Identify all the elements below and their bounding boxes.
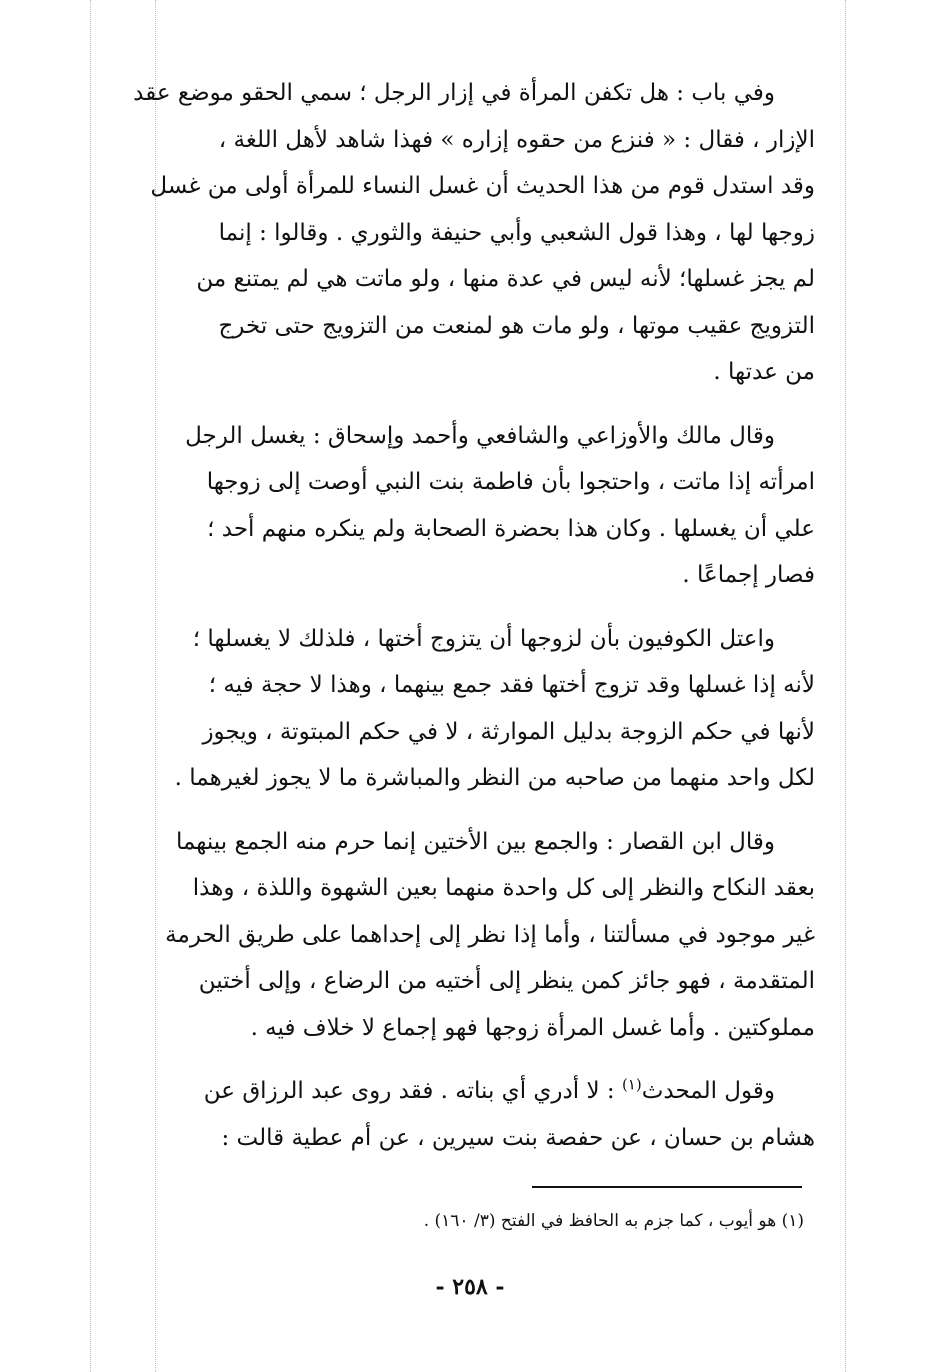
text-line: غير موجود في مسألتنا ، وأما إذا نظر إلى إحداهما على طريق الحرمة	[165, 921, 815, 948]
page-number: - ٢٥٨ -	[435, 1274, 505, 1300]
text-line-start: وقول المحدث	[641, 1078, 775, 1104]
text-line: واعتل الكوفيون بأن لزوجها أن يتزوج أختها ، فلذلك لا يغسلها ؛	[192, 625, 775, 652]
text-line: هشام بن حسان ، عن حفصة بنت سيرين ، عن أم عطية قالت :	[221, 1124, 815, 1151]
text-line: لأنها في حكم الزوجة بدليل الموارثة ، لا في حكم المبتوتة ، ويجوز	[202, 718, 815, 745]
text-line: مملوكتين . وأما غسل المرأة زوجها فهو إجماع لا خلاف فيه .	[250, 1014, 815, 1041]
text-line: بعقد النكاح والنظر إلى كل واحدة منهما بعين الشهوة واللذة ، وهذا	[192, 875, 815, 901]
text-line: امرأته إذا ماتت ، واحتجوا بأن فاطمة بنت النبي أوصت إلى زوجها	[206, 469, 815, 495]
paragraph	[100, 70, 815, 396]
text-line: وفي باب : هل تكفن المرأة في إزار الرجل ؛ سمي الحقو موضع عقد	[133, 80, 775, 106]
scan-guide-line	[90, 0, 91, 1372]
page-body	[100, 70, 815, 1161]
text-line: زوجها لها ، وهذا قول الشعبي وأبي حنيفة والثوري . وقالوا : إنما	[218, 219, 815, 246]
text-line: لكل واحد منهما من صاحبه من النظر والمباشرة ما لا يجوز لغيرهما .	[174, 765, 815, 791]
text-line: المتقدمة ، فهو جائز كمن ينظر إلى أختيه من الرضاع ، وإلى أختين	[198, 968, 815, 994]
text-line: لأنه إذا غسلها وقد تزوج أختها فقد جمع بينهما ، وهذا لا حجة فيه ؛	[208, 672, 815, 698]
text-line: وقال مالك والأوزاعي والشافعي وأحمد وإسحاق : يغسل الرجل	[185, 422, 775, 449]
text-line: من عدتها .	[713, 359, 815, 385]
text-line: فصار إجماعًا .	[682, 562, 815, 588]
paragraph	[100, 1068, 815, 1161]
text-line: التزويج عقيب موتها ، ولو مات هو لمنعت من التزويج حتى تخرج	[218, 312, 815, 339]
paragraph	[100, 616, 815, 802]
footnote: (١) هو أيوب ، كما جزم به الحافظ في الفتح (٣/ ١٦٠) .	[423, 1211, 804, 1231]
text-line-end: : لا أدري أي بناته . فقد روى عبد الرزاق عن	[203, 1078, 622, 1104]
text-line: الإزار ، فقال : « فنزع من حقوه إزاره » فهذا شاهد لأهل اللغة ،	[218, 126, 815, 153]
scan-guide-line	[845, 0, 846, 1372]
text-line: وقال ابن القصار : والجمع بين الأختين إنما حرم منه الجمع بينهما	[175, 828, 775, 855]
footnote-reference[interactable]: (١)	[621, 1075, 642, 1094]
text-line: علي أن يغسلها . وكان هذا بحضرة الصحابة ولم ينكره منهم أحد ؛	[207, 515, 815, 542]
paragraph	[100, 819, 815, 1052]
footnote-divider	[532, 1186, 802, 1188]
text-line: وقد استدل قوم من هذا الحديث أن غسل النساء للمرأة أولى من غسل	[150, 173, 815, 199]
paragraph	[100, 413, 815, 599]
text-line: لم يجز غسلها؛ لأنه ليس في عدة منها ، ولو ماتت هي لم يمتنع من	[196, 266, 815, 292]
